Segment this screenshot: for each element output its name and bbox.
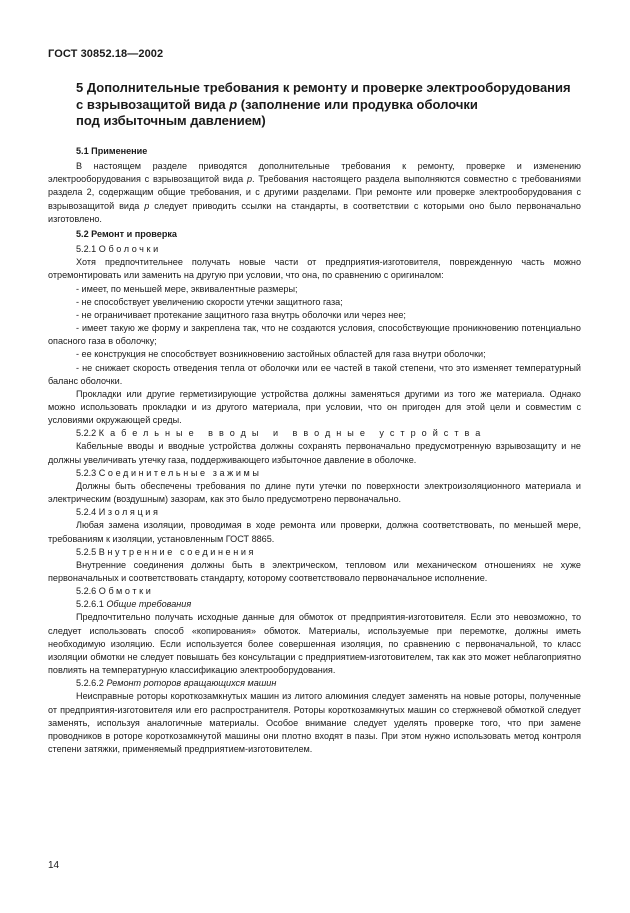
heading-5-2-4: 5.2.4 Изоляция: [76, 507, 161, 518]
paragraph-5-2-5: Внутренние соединения должны быть в электрическом, тепловом или механическом отношениях не хуже первоначальных и соответствовать стандарту, которому соответствовало первоначальное исполнение.: [48, 559, 581, 583]
list-item: - ее конструкция не способствует возникновению застойных областей для газа внутри оболочки;: [76, 349, 486, 360]
paragraph-gaskets: Прокладки или другие герметизирующие устройства должны заменяться другими из того же материала. Однако можно использовать прокладки и из другого материала, при условии, что он пригоден для этой цели и совместим с условиями окружающей среды.: [48, 388, 581, 426]
heading-5-2-1: 5.2.1 Оболочки: [76, 244, 161, 255]
list-item: - не снижает скорость отведения тепла от оболочки или ее частей в такой степени, что это изменяет температурный баланс оболочки.: [48, 362, 581, 386]
section-title-line-3: под избыточным давлением): [76, 113, 266, 128]
paragraph-5-2-2: Кабельные вводы и вводные устройства должны сохранять первоначально предусмотренную взрывозащиту и не должны увеличивать утечку газа, поддерживающего избыточное давление в оболочке.: [48, 441, 581, 465]
heading-5-2-6: 5.2.6 Обмотки: [76, 586, 154, 597]
list-item: - имеет такую же форму и закреплена так, что не создаются условия, способствующие проникновению потенциально опасного газа в оболочку;: [48, 323, 581, 347]
document-body: [48, 143, 581, 756]
heading-5-2-5: 5.2.5 Внутренние соединения: [76, 546, 257, 557]
heading-5-2: 5.2 Ремонт и проверка: [76, 228, 177, 239]
page-number: 14: [48, 860, 60, 871]
list-item: - не способствует увеличению скорости утечки защитного газа;: [76, 296, 343, 307]
section-title-line-2: с взрывозащитой вида p (заполнение или продувка оболочки: [76, 96, 478, 112]
section-title: [76, 80, 576, 130]
paragraph-5-2-1: Хотя предпочтительнее получать новые части от предприятия-изготовителя, поврежденную часть можно отремонтировать или заменить на другую при условии, что она, по сравнению с оригиналом:: [48, 257, 581, 281]
paragraph-5-2-4: Любая замена изоляции, проводимая в ходе ремонта или проверки, должна соответствовать, по меньшей мере, требованиям к изоляции, установленным ГОСТ 8865.: [48, 520, 581, 544]
paragraph-5-2-6-1: Предпочтительно получать исходные данные для обмоток от предприятия-изготовителя. Если это невозможно, то следует использовать способ «копирования» обмоток. Материалы, используемые при перемотке, должны иметь необходимую изоляцию. Если используется более совершенная изоляция, по сравнению с первоначальной, то класс изоляции обмотки не следует повышать без консультации с предприятием-изготовителем, так как это может неблагоприятно повлиять на температурную классификацию электрооборудования.: [48, 612, 581, 676]
heading-5-2-2: 5.2.2 Кабельные вводы и вводные устройства: [76, 428, 487, 439]
section-title-line-1: 5 Дополнительные требования к ремонту и проверке электрооборудования: [76, 80, 571, 95]
heading-5-2-6-2: 5.2.6.2 Ремонт роторов вращающихся машин: [76, 678, 277, 689]
standard-header: ГОСТ 30852.18—2002: [48, 48, 164, 60]
heading-5-2-6-1: 5.2.6.1 Общие требования: [76, 599, 192, 610]
paragraph-5-2-3: Должны быть обеспечены требования по длине пути утечки по поверхности электроизоляционного материала и электрическим (воздушным) зазорам, как это было предусмотрено первоначально.: [48, 480, 581, 505]
heading-5-2-3: 5.2.3 Соединительные зажимы: [76, 467, 262, 478]
heading-5-1: 5.1 Применение: [76, 146, 148, 156]
paragraph-5-1: В настоящем разделе приводятся дополнительные требования к ремонту, проверке и изменению электрооборудования с взрывозащитой вида p. Требования настоящего раздела выполняются совместно с требованиями раздела 2, содержащим общие требования, и с другими разделами. При ремонте или проверке электрооборудования с взрывозащитой вида p следует приводить ссылки на стандарты, в соответствии с которыми оно было первоначально изготовлено.: [48, 161, 582, 224]
paragraph-5-2-6-2: Неисправные роторы короткозамкнутых машин из литого алюминия следует заменять на новые роторы, полученные от предприятия-изготовителя или его распространителя. Роторы короткозамкнутых машин со стержневой обмоткой следует заменять, используя аналогичные материалы. Особое внимание следует уделять проверке того, что при замене проводников в роторе короткозамкнутой машины они плотно входят в пазы. При этом нужно использовать метод контроля степени затяжки, применяемый предприятием-изготовителем.: [48, 691, 581, 755]
list-item: - имеет, по меньшей мере, эквивалентные размеры;: [76, 283, 298, 294]
list-item: - не ограничивает протекание защитного газа внутрь оболочки или через нее;: [76, 309, 406, 320]
